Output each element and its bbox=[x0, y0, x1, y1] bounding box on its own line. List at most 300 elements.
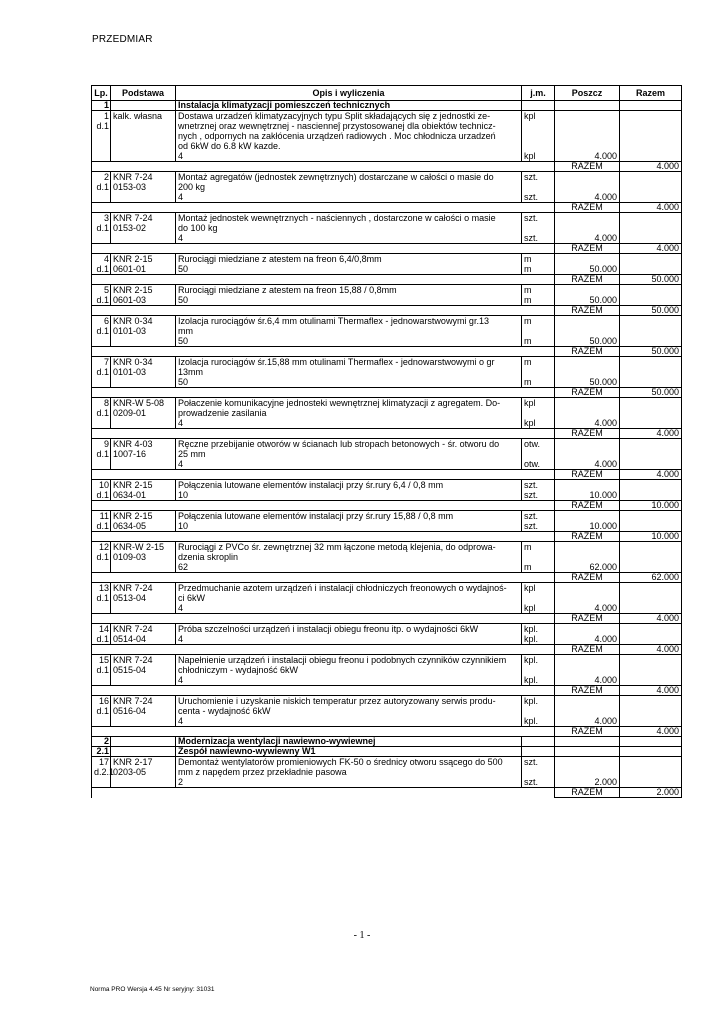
item-lp-cell bbox=[92, 757, 115, 788]
item-number: 6 bbox=[103, 316, 109, 326]
item-number: 1 bbox=[103, 111, 109, 121]
item-unit: m bbox=[524, 316, 532, 326]
item-number: 7 bbox=[103, 357, 109, 367]
razem-blank bbox=[176, 162, 522, 172]
item-unit: kpl bbox=[524, 111, 536, 121]
item-unit-calc: szt. bbox=[524, 777, 539, 787]
razem-value: 50.000 bbox=[620, 388, 682, 398]
item-section-ref: d.1 bbox=[96, 223, 109, 233]
razem-value: 4.000 bbox=[620, 727, 682, 737]
section-title: Zespół nawiewno-wywiewny W1 bbox=[176, 747, 522, 757]
item-row bbox=[92, 542, 682, 573]
razem-blank bbox=[176, 614, 522, 624]
item-unit: szt. bbox=[524, 511, 539, 521]
item-description: Uruchomienie i uzyskanie niskich temperatur przez autoryzowany serwis produ- centa - wydajność 6kW bbox=[178, 696, 496, 716]
table-header-row bbox=[92, 86, 682, 101]
item-row bbox=[92, 624, 682, 645]
item-calculation: 4 bbox=[178, 233, 184, 243]
razem-blank bbox=[92, 388, 111, 398]
razem-blank bbox=[92, 347, 111, 357]
razem-blank bbox=[522, 573, 555, 583]
item-row bbox=[92, 757, 682, 788]
item-poszcz-cell bbox=[555, 542, 620, 573]
section-empty-cell bbox=[522, 747, 555, 757]
item-calculation: 50 bbox=[178, 264, 189, 274]
item-unit: szt. bbox=[524, 172, 539, 182]
item-poszcz-cell bbox=[555, 655, 620, 686]
razem-value: 4.000 bbox=[620, 614, 682, 624]
item-unit-cell bbox=[522, 316, 555, 347]
item-calculation: 50 bbox=[178, 377, 189, 387]
item-poszcz-cell bbox=[555, 583, 620, 614]
razem-row bbox=[92, 388, 682, 398]
razem-row bbox=[92, 788, 682, 798]
item-description: Próba szczelności urządzeń i instalacji obiegu freonu itp. o wydajności 6kW bbox=[178, 624, 479, 634]
razem-row bbox=[92, 686, 682, 696]
item-unit-cell bbox=[522, 111, 555, 162]
item-poszcz-cell bbox=[555, 757, 620, 788]
item-poszcz-value: 4.000 bbox=[594, 192, 617, 202]
item-razem-empty bbox=[620, 696, 682, 727]
razem-blank bbox=[111, 686, 176, 696]
item-number: 10 bbox=[98, 480, 109, 490]
item-description-cell bbox=[176, 172, 522, 203]
item-poszcz-value: 4.000 bbox=[594, 418, 617, 428]
section-basis-empty bbox=[111, 737, 176, 747]
razem-label: RAZEM bbox=[555, 532, 620, 542]
razem-value: 4.000 bbox=[620, 162, 682, 172]
item-section-ref: d.1 bbox=[96, 665, 109, 675]
item-lp-cell bbox=[92, 254, 111, 275]
item-unit: otw. bbox=[524, 439, 541, 449]
item-unit: kpl. bbox=[524, 696, 539, 706]
item-unit: m bbox=[524, 254, 532, 264]
page-number: - 1 - bbox=[353, 930, 371, 941]
razem-blank bbox=[522, 645, 555, 655]
item-section-ref: d.1 bbox=[96, 521, 109, 531]
item-calculation: 62 bbox=[178, 562, 189, 572]
razem-blank bbox=[176, 429, 522, 439]
section-number: 2 bbox=[92, 737, 111, 747]
item-row bbox=[92, 511, 682, 532]
item-razem-empty bbox=[620, 111, 682, 162]
item-lp-cell bbox=[92, 172, 111, 203]
item-basis: KNR 0-34 0101-03 bbox=[111, 316, 176, 347]
item-poszcz-cell bbox=[555, 111, 620, 162]
page-header-title: PRZEDMIAR bbox=[92, 34, 153, 45]
item-unit: kpl. bbox=[524, 624, 539, 634]
item-unit-calc: m bbox=[524, 336, 532, 346]
razem-blank bbox=[111, 162, 176, 172]
item-description: Połaczenie komunikacyjne jednosteki wewnętrznej klimatyzacji z agregatem. Do- prowadzenie zasilania bbox=[178, 398, 501, 418]
item-description-cell bbox=[176, 655, 522, 686]
item-unit-cell bbox=[522, 398, 555, 429]
item-razem-empty bbox=[620, 583, 682, 614]
item-lp-cell bbox=[92, 511, 111, 532]
razem-blank bbox=[522, 347, 555, 357]
item-unit-calc: kpl. bbox=[524, 634, 539, 644]
item-basis: KNR 0-34 0101-03 bbox=[111, 357, 176, 388]
razem-blank bbox=[92, 203, 111, 213]
razem-label: RAZEM bbox=[555, 388, 620, 398]
razem-value: 2.000 bbox=[620, 788, 682, 798]
item-lp-cell bbox=[92, 357, 111, 388]
razem-blank bbox=[176, 788, 522, 798]
col-header-basis: Podstawa bbox=[111, 86, 176, 101]
item-section-ref: d.1 bbox=[96, 367, 109, 377]
item-poszcz-value: 4.000 bbox=[594, 716, 617, 726]
section-empty-cell bbox=[620, 101, 682, 111]
razem-blank bbox=[111, 501, 176, 511]
item-poszcz-cell bbox=[555, 213, 620, 244]
razem-row bbox=[92, 306, 682, 316]
razem-label: RAZEM bbox=[555, 686, 620, 696]
razem-blank bbox=[176, 727, 522, 737]
item-description: Przedmuchanie azotem urządzeń i instalacji chłodniczych freonowych o wydajnoś- ci 6kW bbox=[178, 583, 507, 603]
item-section-ref: d.1 bbox=[96, 326, 109, 336]
item-lp-cell bbox=[92, 398, 111, 429]
razem-blank bbox=[111, 470, 176, 480]
item-number: 16 bbox=[98, 696, 109, 706]
razem-blank bbox=[522, 244, 555, 254]
razem-blank bbox=[176, 306, 522, 316]
razem-label: RAZEM bbox=[555, 788, 620, 798]
razem-blank bbox=[92, 686, 111, 696]
item-unit-calc: szt. bbox=[524, 192, 539, 202]
razem-blank bbox=[176, 275, 522, 285]
razem-label: RAZEM bbox=[555, 244, 620, 254]
razem-blank bbox=[92, 532, 111, 542]
item-basis: KNR 2-15 0601-03 bbox=[111, 285, 176, 306]
item-poszcz-value: 10.000 bbox=[589, 490, 617, 500]
table-body bbox=[92, 101, 682, 798]
item-unit-cell bbox=[522, 542, 555, 573]
item-description-cell bbox=[176, 696, 522, 727]
item-section-ref: d.1 bbox=[96, 182, 109, 192]
item-poszcz-cell bbox=[555, 172, 620, 203]
item-unit: szt. bbox=[524, 757, 539, 767]
item-description: Izolacja rurociągów śr.15,88 mm otulinami Thermaflex - jednowarstwowymi o gr 13mm bbox=[178, 357, 495, 377]
item-description: Montaż jednostek wewnętrznych - naściennych , dostarczone w całości o masie do 100 kg bbox=[178, 213, 496, 233]
item-section-ref: d.1 bbox=[96, 490, 109, 500]
razem-blank bbox=[111, 532, 176, 542]
razem-blank bbox=[522, 203, 555, 213]
section-empty-cell bbox=[522, 101, 555, 111]
razem-row bbox=[92, 429, 682, 439]
razem-blank bbox=[111, 645, 176, 655]
item-description-cell bbox=[176, 111, 522, 162]
item-number: 4 bbox=[103, 254, 109, 264]
razem-blank bbox=[92, 614, 111, 624]
razem-label: RAZEM bbox=[555, 614, 620, 624]
item-description-cell bbox=[176, 213, 522, 244]
razem-value: 4.000 bbox=[620, 686, 682, 696]
razem-blank bbox=[176, 573, 522, 583]
item-razem-empty bbox=[620, 316, 682, 347]
razem-value: 50.000 bbox=[620, 306, 682, 316]
razem-row bbox=[92, 501, 682, 511]
item-description-cell bbox=[176, 511, 522, 532]
razem-value: 62.000 bbox=[620, 573, 682, 583]
item-description-cell bbox=[176, 583, 522, 614]
item-calculation: 4 bbox=[178, 459, 184, 469]
item-razem-empty bbox=[620, 511, 682, 532]
item-poszcz-value: 4.000 bbox=[594, 233, 617, 243]
section-row bbox=[92, 737, 682, 747]
razem-blank bbox=[92, 573, 111, 583]
razem-blank bbox=[522, 162, 555, 172]
col-header-description: Opis i wyliczenia bbox=[176, 86, 522, 101]
section-title: Modernizacja wentylacji nawiewno-wywiewnej bbox=[176, 737, 522, 747]
item-description-cell bbox=[176, 624, 522, 645]
item-section-ref: d.2.1 bbox=[94, 767, 115, 777]
item-razem-empty bbox=[620, 757, 682, 788]
item-unit-cell bbox=[522, 439, 555, 470]
razem-blank bbox=[522, 470, 555, 480]
item-basis: KNR 7-24 0153-02 bbox=[111, 213, 176, 244]
item-description-cell bbox=[176, 398, 522, 429]
item-unit: kpl bbox=[524, 398, 536, 408]
item-unit-cell bbox=[522, 213, 555, 244]
item-lp-cell bbox=[92, 285, 111, 306]
item-calculation: 50 bbox=[178, 336, 189, 346]
razem-label: RAZEM bbox=[555, 429, 620, 439]
razem-blank bbox=[111, 614, 176, 624]
item-razem-empty bbox=[620, 172, 682, 203]
razem-value: 4.000 bbox=[620, 470, 682, 480]
software-footer: Norma PRO Wersja 4.45 Nr seryjny: 31031 bbox=[90, 986, 215, 993]
item-lp-cell bbox=[92, 213, 111, 244]
item-number: 11 bbox=[99, 511, 109, 521]
item-razem-empty bbox=[620, 624, 682, 645]
item-basis: kalk. własna bbox=[111, 111, 176, 162]
razem-blank bbox=[92, 306, 111, 316]
razem-blank bbox=[111, 347, 176, 357]
razem-blank bbox=[111, 388, 176, 398]
item-unit-calc: m bbox=[524, 562, 532, 572]
razem-value: 10.000 bbox=[620, 532, 682, 542]
item-razem-empty bbox=[620, 439, 682, 470]
item-section-ref: d.1 bbox=[96, 706, 109, 716]
item-row bbox=[92, 254, 682, 275]
item-row bbox=[92, 655, 682, 686]
item-poszcz-value: 62.000 bbox=[589, 562, 617, 572]
item-poszcz-cell bbox=[555, 357, 620, 388]
section-empty-cell bbox=[620, 747, 682, 757]
item-unit-calc: m bbox=[524, 264, 532, 274]
razem-blank bbox=[92, 727, 111, 737]
razem-blank bbox=[92, 244, 111, 254]
item-unit-cell bbox=[522, 624, 555, 645]
razem-blank bbox=[92, 429, 111, 439]
item-unit-calc: kpl bbox=[524, 418, 536, 428]
item-section-ref: d.1 bbox=[96, 552, 109, 562]
item-poszcz-cell bbox=[555, 696, 620, 727]
razem-blank bbox=[176, 470, 522, 480]
section-empty-cell bbox=[555, 737, 620, 747]
item-basis: KNR 2-17 0203-05 bbox=[111, 757, 176, 788]
razem-blank bbox=[176, 532, 522, 542]
item-lp-cell bbox=[92, 624, 111, 645]
item-row bbox=[92, 172, 682, 203]
item-description: Montaż agregatów (jednostek zewnętrznych) dostarczane w całości o masie do 200 kg bbox=[178, 172, 494, 192]
item-basis: KNR 7-24 0153-03 bbox=[111, 172, 176, 203]
item-unit-cell bbox=[522, 655, 555, 686]
item-section-ref: d.1 bbox=[96, 408, 109, 418]
item-poszcz-cell bbox=[555, 624, 620, 645]
item-razem-empty bbox=[620, 542, 682, 573]
item-calculation: 4 bbox=[178, 151, 184, 161]
item-section-ref: d.1 bbox=[96, 634, 109, 644]
razem-row bbox=[92, 645, 682, 655]
razem-blank bbox=[176, 686, 522, 696]
item-description: Dostawa urzadzeń klimatyzacyjnych typu Split składających się z jednostki ze- wnetrznej oraz wewnętrznej - nascienneĵ przystosowanej dla obiektów technicz- nych , odpornych na zakłócenia urządzeń radiowych . Moc chłodnicza urzadzeń od 6kW do 6.8 kW kazde. bbox=[178, 111, 496, 151]
item-description-cell bbox=[176, 254, 522, 275]
item-description: Połączenia lutowane elementów instalacji przy śr.rury 6,4 / 0,8 mm bbox=[178, 480, 444, 490]
item-row bbox=[92, 439, 682, 470]
razem-blank bbox=[111, 244, 176, 254]
item-razem-empty bbox=[620, 254, 682, 275]
item-unit: m bbox=[524, 357, 532, 367]
item-razem-empty bbox=[620, 285, 682, 306]
item-razem-empty bbox=[620, 655, 682, 686]
item-unit-calc: kpl bbox=[524, 151, 536, 161]
item-description-cell bbox=[176, 757, 522, 788]
item-basis: KNR 7-24 0515-04 bbox=[111, 655, 176, 686]
item-basis: KNR-W 5-08 0209-01 bbox=[111, 398, 176, 429]
item-unit: m bbox=[524, 542, 532, 552]
item-number: 3 bbox=[103, 213, 109, 223]
item-basis: KNR 2-15 0601-01 bbox=[111, 254, 176, 275]
razem-row bbox=[92, 347, 682, 357]
razem-label: RAZEM bbox=[555, 501, 620, 511]
razem-label: RAZEM bbox=[555, 470, 620, 480]
item-lp-cell bbox=[92, 696, 111, 727]
razem-row bbox=[92, 470, 682, 480]
item-number: 15 bbox=[98, 655, 109, 665]
item-poszcz-cell bbox=[555, 511, 620, 532]
item-unit-cell bbox=[522, 583, 555, 614]
razem-blank bbox=[176, 645, 522, 655]
item-lp-cell bbox=[92, 480, 111, 501]
item-number: 17 bbox=[98, 757, 109, 767]
item-description: Rurociągi z PVCo śr. zewnętrznej 32 mm łączone metodą klejenia, do odprowa- dzenia skroplin bbox=[178, 542, 496, 562]
item-poszcz-value: 50.000 bbox=[589, 295, 617, 305]
item-poszcz-cell bbox=[555, 285, 620, 306]
item-row bbox=[92, 583, 682, 614]
item-poszcz-value: 50.000 bbox=[589, 264, 617, 274]
item-number: 14 bbox=[98, 624, 109, 634]
col-header-poszcz: Poszcz bbox=[555, 86, 620, 101]
razem-blank bbox=[92, 645, 111, 655]
item-unit: kpl. bbox=[524, 655, 539, 665]
item-unit-calc: m bbox=[524, 295, 532, 305]
section-empty-cell bbox=[555, 101, 620, 111]
item-description-cell bbox=[176, 316, 522, 347]
item-description: Demontaż wentylatorów promieniowych FK-50 o średnicy otworu ssącego do 500 mm z napędem przez przekładnie pasowa bbox=[178, 757, 503, 777]
item-basis: KNR 2-15 0634-05 bbox=[111, 511, 176, 532]
razem-value: 4.000 bbox=[620, 203, 682, 213]
item-unit-cell bbox=[522, 285, 555, 306]
item-row bbox=[92, 285, 682, 306]
item-poszcz-value: 2.000 bbox=[594, 777, 617, 787]
razem-blank bbox=[111, 788, 176, 798]
razem-blank bbox=[522, 686, 555, 696]
item-poszcz-value: 4.000 bbox=[594, 675, 617, 685]
section-basis-empty bbox=[111, 101, 176, 111]
item-section-ref: d.1 bbox=[96, 295, 109, 305]
razem-blank bbox=[176, 347, 522, 357]
razem-blank bbox=[522, 388, 555, 398]
item-poszcz-value: 4.000 bbox=[594, 634, 617, 644]
item-number: 8 bbox=[103, 398, 109, 408]
item-razem-empty bbox=[620, 357, 682, 388]
item-poszcz-value: 4.000 bbox=[594, 603, 617, 613]
item-unit-calc: kpl bbox=[524, 603, 536, 613]
item-lp-cell bbox=[92, 111, 111, 162]
razem-label: RAZEM bbox=[555, 275, 620, 285]
razem-blank bbox=[92, 162, 111, 172]
item-section-ref: d.1 bbox=[96, 593, 109, 603]
item-description: Rurociągi miedziane z atestem na freon 15,88 / 0,8mm bbox=[178, 285, 397, 295]
item-calculation: 4 bbox=[178, 634, 184, 644]
section-row bbox=[92, 101, 682, 111]
item-unit-cell bbox=[522, 511, 555, 532]
razem-blank bbox=[522, 275, 555, 285]
section-title: Instalacja klimatyzacji pomieszczeń technicznych bbox=[176, 101, 522, 111]
bill-of-quantities-table bbox=[91, 85, 682, 798]
item-description: Rurociągi miedziane z atestem na freon 6,4/0,8mm bbox=[178, 254, 382, 264]
item-poszcz-cell bbox=[555, 398, 620, 429]
section-empty-cell bbox=[522, 737, 555, 747]
col-header-unit: j.m. bbox=[522, 86, 555, 101]
item-calculation: 4 bbox=[178, 603, 184, 613]
item-poszcz-value: 4.000 bbox=[594, 151, 617, 161]
item-unit-calc: kpl. bbox=[524, 716, 539, 726]
item-unit-calc: otw. bbox=[524, 459, 541, 469]
item-lp-cell bbox=[92, 542, 111, 573]
razem-blank bbox=[92, 275, 111, 285]
section-basis-empty bbox=[111, 747, 176, 757]
item-basis: KNR 7-24 0516-04 bbox=[111, 696, 176, 727]
item-unit-calc: szt. bbox=[524, 521, 539, 531]
razem-row bbox=[92, 573, 682, 583]
item-poszcz-value: 50.000 bbox=[589, 377, 617, 387]
item-description: Połączenia lutowane elementów instalacji przy śr.rury 15,88 / 0,8 mm bbox=[178, 511, 454, 521]
razem-blank bbox=[111, 429, 176, 439]
razem-row bbox=[92, 244, 682, 254]
razem-blank bbox=[92, 501, 111, 511]
razem-label: RAZEM bbox=[555, 162, 620, 172]
razem-label: RAZEM bbox=[555, 306, 620, 316]
item-basis: KNR 7-24 0514-04 bbox=[111, 624, 176, 645]
razem-blank bbox=[111, 203, 176, 213]
item-unit-cell bbox=[522, 357, 555, 388]
item-razem-empty bbox=[620, 213, 682, 244]
item-poszcz-value: 10.000 bbox=[589, 521, 617, 531]
item-calculation: 4 bbox=[178, 716, 184, 726]
razem-blank bbox=[111, 275, 176, 285]
razem-blank bbox=[176, 388, 522, 398]
item-section-ref: d.1 bbox=[96, 121, 109, 131]
item-unit-cell bbox=[522, 696, 555, 727]
section-empty-cell bbox=[555, 747, 620, 757]
razem-blank bbox=[176, 203, 522, 213]
razem-blank bbox=[522, 429, 555, 439]
item-poszcz-value: 50.000 bbox=[589, 336, 617, 346]
razem-value: 4.000 bbox=[620, 244, 682, 254]
item-row bbox=[92, 696, 682, 727]
